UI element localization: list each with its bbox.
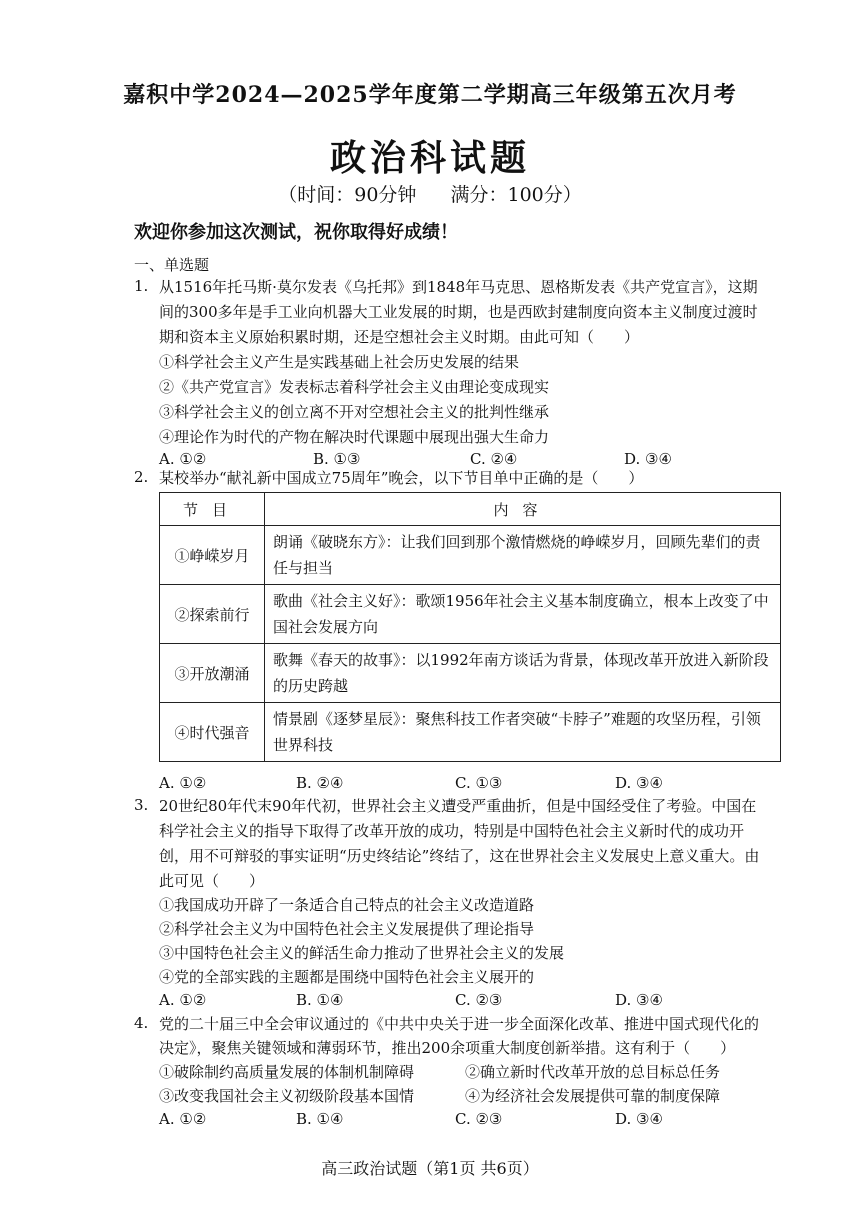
exam-header: 嘉积中学2024—2025学年度第二学期高三年级第五次月考: [123, 82, 737, 108]
question-stem-line: 间的300多年是手工业向机器大工业发展的时期，也是西欧封建制度向资本主义制度过渡时: [159, 303, 758, 321]
table-row: [160, 585, 781, 644]
answer-option-c[interactable]: C. ②③: [455, 1110, 503, 1128]
page-footer: 高三政治试题（第1页 共6页）: [321, 1159, 539, 1178]
statement-item: ④党的全部实践的主题都是围绕中国特色社会主义展开的: [159, 968, 535, 986]
answer-option-c[interactable]: C. ①③: [455, 774, 503, 792]
section-heading: 一、单选题: [134, 256, 210, 274]
exam-meta: [0, 180, 860, 207]
table-header-cell: 节目: [160, 493, 265, 526]
statement-item: ③改变我国社会主义初级阶段基本国情: [159, 1087, 415, 1105]
program-table: [159, 492, 781, 762]
program-name: ②探索前行: [160, 585, 265, 644]
statement-item: ①破除制约高质量发展的体制机制障碍: [159, 1063, 415, 1081]
answer-option-b[interactable]: B. ②④: [296, 774, 344, 792]
statement-item: ③中国特色社会主义的鲜活生命力推动了世界社会主义的发展: [159, 944, 565, 962]
program-content: 情景剧《逐梦星辰》：聚焦科技工作者突破“卡脖子”难题的攻坚历程，引领世界科技: [265, 703, 781, 762]
question-stem-line: 科学社会主义的指导下取得了改革开放的成功，特别是中国特色社会主义新时代的成功开: [159, 822, 745, 840]
answer-option-c[interactable]: C. ②③: [455, 991, 503, 1009]
question-stem-line: 20世纪80年代末90年代初，世界社会主义遭受严重曲折，但是中国经受住了考验。中国在: [159, 797, 757, 815]
answer-option-d[interactable]: D. ③④: [615, 1110, 663, 1128]
question-number: 2.: [134, 468, 149, 486]
statement-item: ②确立新时代改革开放的总目标总任务: [465, 1063, 721, 1081]
answer-option-d[interactable]: D. ③④: [615, 991, 663, 1009]
answer-option-a[interactable]: A. ①②: [159, 450, 207, 468]
table-header-cell: 内容: [265, 493, 781, 526]
page-title: 政治科试题: [329, 137, 530, 179]
statement-item: ①科学社会主义产生是实践基础上社会历史发展的结果: [159, 353, 520, 371]
answer-option-d[interactable]: D. ③④: [615, 774, 663, 792]
table-row: [160, 526, 781, 585]
statement-item: ④理论作为时代的产物在解决时代课题中展现出强大生命力: [159, 428, 550, 446]
question-stem-line: 从1516年托马斯·莫尔发表《乌托邦》到1848年马克思、恩格斯发表《共产党宣言》，这期: [159, 278, 758, 296]
welcome-text: 欢迎你参加这次测试，祝你取得好成绩！: [134, 222, 458, 243]
statement-item: ②科学社会主义为中国特色社会主义发展提供了理论指导: [159, 920, 535, 938]
exam-score: 满分：100分）: [450, 184, 582, 206]
question-number: 3.: [134, 796, 149, 814]
question-number: 1.: [134, 277, 149, 295]
table-row: [160, 644, 781, 703]
question-stem-line: 期和资本主义原始积累时期，还是空想社会主义时期。由此可知（ ）: [159, 328, 640, 346]
answer-option-b[interactable]: B. ①④: [296, 991, 344, 1009]
answer-option-a[interactable]: A. ①②: [159, 1110, 207, 1128]
statement-item: ④为经济社会发展提供可靠的制度保障: [465, 1087, 721, 1105]
question-stem-line: 党的二十届三中全会审议通过的《中共中央关于进一步全面深化改革、推进中国式现代化的: [159, 1015, 760, 1033]
answer-option-c[interactable]: C. ②④: [470, 450, 518, 468]
statement-item: ①我国成功开辟了一条适合自己特点的社会主义改造道路: [159, 896, 535, 914]
question-stem-line: 决定》，聚焦关键领域和薄弱环节，推出200余项重大制度创新举措。这有利于（ ）: [159, 1039, 736, 1057]
answer-option-a[interactable]: A. ①②: [159, 991, 207, 1009]
answer-option-a[interactable]: A. ①②: [159, 774, 207, 792]
question-stem-line: 创，用不可辩驳的事实证明“历史终结论”终结了，这在世界社会主义发展史上意义重大。由: [159, 847, 760, 865]
question-stem-line: 某校举办“献礼新中国成立75周年”晚会，以下节目单中正确的是（ ）: [159, 469, 644, 487]
program-name: ①峥嵘岁月: [160, 526, 265, 585]
exam-time: （时间：90分钟: [278, 184, 417, 206]
program-content: 朗诵《破晓东方》：让我们回到那个激情燃烧的峥嵘岁月，回顾先辈们的责任与担当: [265, 526, 781, 585]
question-number: 4.: [134, 1014, 149, 1032]
table-row: [160, 703, 781, 762]
statement-item: ③科学社会主义的创立离不开对空想社会主义的批判性继承: [159, 403, 550, 421]
question-stem-line: 此可见（ ）: [159, 872, 265, 890]
program-content: 歌舞《春天的故事》：以1992年南方谈话为背景，体现改革开放进入新阶段的历史跨越: [265, 644, 781, 703]
program-name: ③开放潮涌: [160, 644, 265, 703]
answer-option-b[interactable]: B. ①④: [296, 1110, 344, 1128]
program-name: ④时代强音: [160, 703, 265, 762]
answer-option-d[interactable]: D. ③④: [624, 450, 672, 468]
table-header-row: [160, 493, 781, 526]
program-content: 歌曲《社会主义好》：歌颂1956年社会主义基本制度确立，根本上改变了中国社会发展方向: [265, 585, 781, 644]
statement-item: ②《共产党宣言》发表标志着科学社会主义由理论变成现实: [159, 378, 550, 396]
answer-option-b[interactable]: B. ①③: [313, 450, 361, 468]
